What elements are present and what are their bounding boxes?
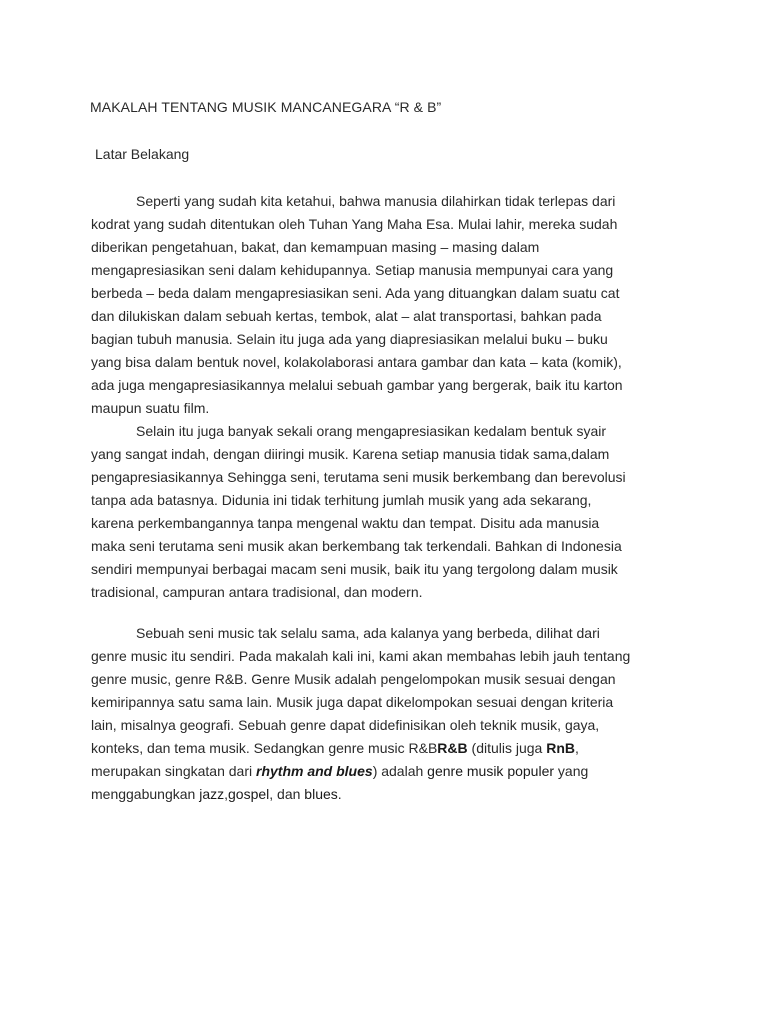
paragraph-line: Sebuah seni music tak selalu sama, ada kalanya yang berbeda, dilihat dari xyxy=(136,625,600,641)
text-run: , dan xyxy=(269,786,305,802)
paragraph-line: mengapresiasikan seni dalam kehidupannya. Setiap manusia mempunyai cara yang xyxy=(91,262,614,278)
paragraph-line: maka seni terutama seni musik akan berkembang tak terkendali. Bahkan di Indonesia xyxy=(91,538,622,554)
paragraph-line: yang sangat indah, dengan diiringi musik. Karena setiap manusia tidak sama,dalam xyxy=(91,446,610,462)
text-run: merupakan singkatan dari xyxy=(91,763,256,779)
paragraph-line: genre music, genre R&B. Genre Musik adalah pengelompokan musik sesuai dengan xyxy=(91,671,616,687)
paragraph-line: karena perkembangannya tanpa mengenal waktu dan tempat. Disitu ada manusia xyxy=(91,515,600,531)
link-gospel[interactable]: gospel xyxy=(228,786,270,802)
paragraph-line: kodrat yang sudah ditentukan oleh Tuhan Yang Maha Esa. Mulai lahir, mereka sudah xyxy=(91,216,618,232)
text-run: konteks, dan tema musik. Sedangkan genre music R&B xyxy=(91,740,438,756)
paragraph-line: lain, misalnya geografi. Sebuah genre dapat didefinisikan oleh teknik musik, gaya, xyxy=(91,717,600,733)
link-genre-musik-populer[interactable]: genre musik populer xyxy=(427,763,555,779)
paragraph-line: diberikan pengetahuan, bakat, dan kemampuan masing – masing dalam xyxy=(91,239,540,255)
link-blues[interactable]: blues xyxy=(304,786,338,802)
paragraph-2 xyxy=(91,622,691,806)
paragraph-line xyxy=(91,737,691,760)
bold-term-rnb: R&B xyxy=(437,740,468,756)
text-run: ) adalah xyxy=(372,763,428,779)
text-run: , xyxy=(224,786,228,802)
paragraph-line: Selain itu juga banyak sekali orang mengapresiasikan kedalam bentuk syair xyxy=(136,423,607,439)
paragraph-line: tanpa ada batasnya. Didunia ini tidak terhitung jumlah musik yang ada sekarang, xyxy=(91,492,592,508)
paragraph-line: berbeda – beda dalam mengapresiasikan seni. Ada yang dituangkan dalam suatu cat xyxy=(91,285,620,301)
paragraph-line: tradisional, campuran antara tradisional, dan modern. xyxy=(91,584,423,600)
bold-term-rnb-alt: RnB xyxy=(546,740,576,756)
paragraph-line: bagian tubuh manusia. Selain itu juga ada yang diapresiasikan melalui buku – buku xyxy=(91,331,608,347)
text-run: yang xyxy=(554,763,589,779)
paragraph-line: yang bisa dalam bentuk novel, kolakolaborasi antara gambar dan kata – kata (komik), xyxy=(91,354,622,370)
paragraph-line: genre music itu sendiri. Pada makalah kali ini, kami akan membahas lebih jauh tentang xyxy=(91,648,631,664)
paragraph-line: dan dilukiskan dalam sebuah kertas, tembok, alat – alat transportasi, bahkan pada xyxy=(91,308,602,324)
paragraph-line xyxy=(91,760,691,783)
document-title: MAKALAH TENTANG MUSIK MANCANEGARA “R & B” xyxy=(90,99,442,115)
text-run: menggabungkan xyxy=(91,786,200,802)
paragraph-line: maupun suatu film. xyxy=(91,400,210,416)
paragraph-line: sendiri mempunyai berbagai macam seni musik, baik itu yang tergolong dalam musik xyxy=(91,561,618,577)
paragraph-line: Seperti yang sudah kita ketahui, bahwa manusia dilahirkan tidak terlepas dari xyxy=(136,193,616,209)
text-run: (ditulis juga xyxy=(467,740,547,756)
paragraph-1 xyxy=(91,190,691,604)
paragraph-line: pengapresiasikannya Sehingga seni, terutama seni musik berkembang dan berevolusi xyxy=(91,469,626,485)
link-jazz[interactable]: jazz xyxy=(199,786,225,802)
paragraph-line: ada juga mengapresiasikannya melalui sebuah gambar yang bergerak, baik itu karton xyxy=(91,377,623,393)
bold-italic-term-rhythm-and-blues: rhythm and blues xyxy=(256,763,373,779)
paragraph-line: kemiripannya satu sama lain. Musik juga dapat dikelompokan sesuai dengan kriteria xyxy=(91,694,614,710)
section-heading: Latar Belakang xyxy=(95,146,190,162)
text-run: , xyxy=(575,740,579,756)
paragraph-line xyxy=(91,783,691,806)
text-run: . xyxy=(337,786,342,802)
